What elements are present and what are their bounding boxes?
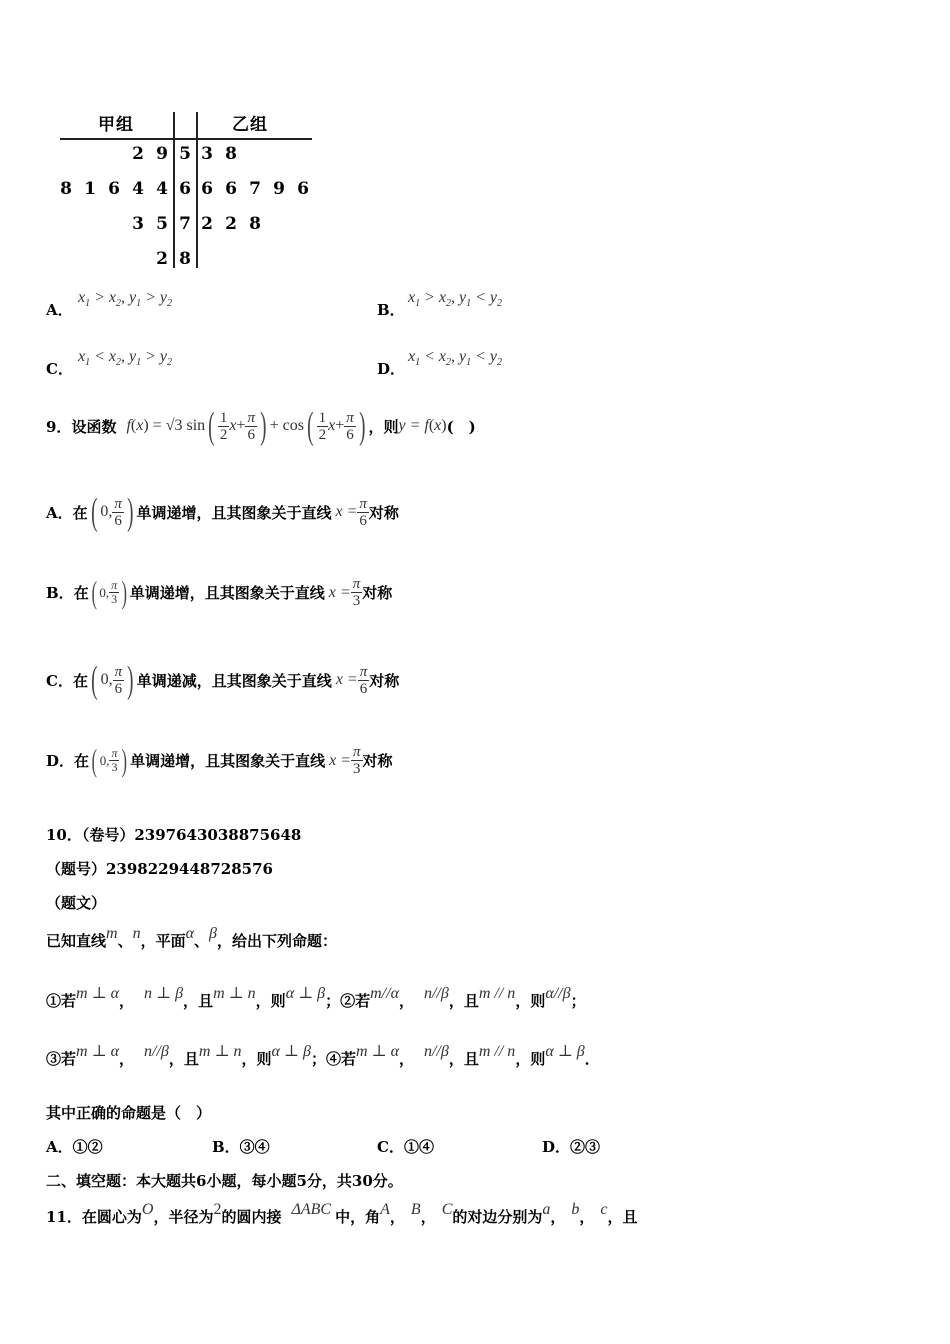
q10-prop2-m-par-n: m // n xyxy=(478,985,516,1002)
q9-prefix: 设函数 xyxy=(71,417,117,436)
leaf-right: 3 xyxy=(201,144,213,164)
q10-prop3-comma: ， xyxy=(119,1050,135,1068)
q11-angle-a: A xyxy=(380,1201,390,1218)
q9-option-d: D． 在 ( 0, $\frac{\pi}{3}$ ) 单调递增，且其图象关于直线 x = $\frac{\pi}{3}$ 对称 xyxy=(46,742,393,778)
q8-option-b-label: B． xyxy=(377,301,405,319)
q11-t1: 在圆心为 xyxy=(81,1208,142,1226)
q10-prop4-n-par-beta: n//β xyxy=(423,1043,449,1060)
q11-sep-3: ， xyxy=(550,1208,566,1226)
q10-line-m: m xyxy=(106,925,118,942)
stem-value: 5 xyxy=(179,144,191,164)
q9-option-b-x: x = xyxy=(328,583,351,601)
leaf-left: 8 xyxy=(60,179,72,199)
q10-prop4-qie: ，且 xyxy=(448,1050,479,1068)
q9-option-a-zai: 在 xyxy=(72,503,88,522)
q11-sep-1: ， xyxy=(389,1208,405,1226)
q11-t6: ，且 xyxy=(607,1208,638,1226)
q9-frac-half-2: $\frac{1}{2}$ xyxy=(318,409,327,443)
q10-prop2-comma: ， xyxy=(398,992,414,1010)
q8-option-c-label: C． xyxy=(46,360,73,378)
q10-dun-1: 、 xyxy=(117,932,133,950)
q10-tiwen: （题文） xyxy=(46,894,107,912)
q9-option-c-duichen: 对称 xyxy=(369,671,400,690)
q11-center-o: O xyxy=(141,1201,154,1218)
q9-option-c-x: x = xyxy=(335,671,358,688)
q10-given xyxy=(46,925,338,951)
q10-prop2-semi: ； xyxy=(570,992,586,1010)
q10-given-suffix: ，给出下列命题： xyxy=(217,932,338,950)
q10-prop2-n-par-beta: n//β xyxy=(423,985,449,1002)
q9-option-c-zai: 在 xyxy=(72,671,88,690)
q9-option-a: A． 在 ( 0, $\frac{\pi}{6}$ ) 单调递增，且其图象关于直线 x = $\frac{\pi}{6}$ 对称 xyxy=(46,491,399,533)
q10-props-3-4 xyxy=(46,1043,600,1069)
q10-prop4-m-par-n: m // n xyxy=(478,1043,516,1060)
q10-prop4-ze: ，则 xyxy=(515,1050,546,1068)
q9-paren: ( ) xyxy=(446,417,476,436)
q10-prop1-ze: ，则 xyxy=(255,992,286,1010)
q9-then: ，则 xyxy=(368,417,399,436)
q11-triangle: ΔABC xyxy=(291,1201,332,1218)
q9-function: f(x) = √3 sin xyxy=(126,417,206,434)
leaf-left: 5 xyxy=(156,214,168,234)
stem-value: 8 xyxy=(179,249,191,269)
q9-option-b-label: B． xyxy=(46,584,74,602)
q10-dun-2: 、 xyxy=(194,932,210,950)
q10-line-n: n xyxy=(132,925,141,942)
leaf-right: 9 xyxy=(273,179,285,199)
q10-option-b: B．③④ xyxy=(212,1138,270,1156)
q9-option-d-label: D． xyxy=(46,752,75,770)
q11-side-a: a xyxy=(542,1201,551,1218)
q10-prop2-ze: ，则 xyxy=(515,992,546,1010)
q11-t4: 中，角 xyxy=(335,1208,381,1226)
q9-option-a-x: x = xyxy=(335,503,358,520)
q9-option-a-text: 单调递增，且其图象关于直线 xyxy=(136,503,332,522)
section-2-heading: 二、填空题：本大题共6小题，每小题5分，共30分。 xyxy=(46,1172,403,1190)
q9-option-c-text: 单调递减，且其图象关于直线 xyxy=(136,671,332,690)
q9-option-c-label: C． xyxy=(46,671,73,690)
q10-prop3-m-perp-n: m ⊥ n xyxy=(198,1043,242,1060)
q9-option-c: C． 在 ( 0, $\frac{\pi}{6}$ ) 单调递减，且其图象关于直线 x = $\frac{\pi}{6}$ 对称 xyxy=(46,659,400,701)
q10-prop2-m-par-alpha: m//α xyxy=(370,985,399,1002)
q10-option-d: D．②③ xyxy=(542,1138,601,1156)
q9-option-d-text: 单调递增，且其图象关于直线 xyxy=(130,752,326,770)
q10-ask: 其中正确的命题是（ ） xyxy=(46,1104,212,1122)
leaf-right: 2 xyxy=(225,214,237,234)
q10-option-a: A．①② xyxy=(46,1138,103,1156)
q10-plane-alpha: α xyxy=(185,925,195,942)
q10-prop1-m-perp-alpha: m ⊥ α xyxy=(76,985,120,1002)
q10-given-prefix: 已知直线 xyxy=(46,932,107,950)
q11-sep-2: ， xyxy=(420,1208,436,1226)
leaf-left: 3 xyxy=(132,214,144,234)
q8-option-a-label: A． xyxy=(46,301,73,319)
q10-prop4-alpha-perp-beta: α ⊥ β xyxy=(545,1043,585,1060)
q10-tihao: （题号）2398229448728576 xyxy=(46,860,273,878)
q10-prop2-qie: ，且 xyxy=(448,992,479,1010)
q9-option-d-x: x = xyxy=(329,751,352,769)
q10-prop1-m-perp-n: m ⊥ n xyxy=(213,985,256,1002)
q9-option-b: B． 在 ( 0, $\frac{\pi}{3}$ ) 单调递增，且其图象关于直线 x = $\frac{\pi}{3}$ 对称 xyxy=(46,574,393,610)
stem-value: 6 xyxy=(179,179,191,199)
q10-prop1-ruo: ①若 xyxy=(46,992,77,1010)
leaf-right: 6 xyxy=(297,179,309,199)
q11-sep-4: ， xyxy=(579,1208,595,1226)
leaf-right: 6 xyxy=(225,179,237,199)
q11-side-c: c xyxy=(600,1201,608,1218)
q9-number: 9． xyxy=(46,417,72,436)
leaf-right: 8 xyxy=(249,214,261,234)
q11-number: 11． xyxy=(46,1208,82,1226)
leaf-right: 7 xyxy=(249,179,261,199)
header-divider xyxy=(60,138,312,140)
q11-radius: 2 xyxy=(213,1201,222,1218)
q9-option-a-duichen: 对称 xyxy=(368,503,399,522)
q10-prop4-period: ． xyxy=(584,1050,600,1068)
q11-t3: 的圆内接 xyxy=(221,1208,282,1226)
q10-prop1-n-perp-beta: n ⊥ β xyxy=(144,985,184,1002)
q10-prop1-alpha-perp-beta: α ⊥ β xyxy=(285,985,326,1002)
q8-option-b-expr: $x_1 > x_2$, $y_1 < y_2$ xyxy=(408,289,503,310)
leaf-left: 4 xyxy=(132,179,144,199)
leaf-left: 2 xyxy=(156,249,168,269)
q10-plane: ，平面 xyxy=(140,932,186,950)
q11-side-b: b xyxy=(571,1201,580,1218)
q10-plane-beta: β xyxy=(209,925,217,942)
q10-prop3-n-par-beta: n//β xyxy=(144,1043,169,1060)
q10-props-1-2 xyxy=(46,985,586,1011)
q10-prop3-ruo: ③若 xyxy=(46,1050,77,1068)
q10-prop3-ze: ，则 xyxy=(241,1050,272,1068)
q10-juanhao: 10．（卷号）2397643038875648 xyxy=(46,826,302,844)
q9-option-d-zai: 在 xyxy=(74,752,90,770)
leaf-right: 2 xyxy=(201,214,213,234)
q10-prop3-m-perp-alpha: m ⊥ α xyxy=(76,1043,120,1060)
q10-prop3-qie: ，且 xyxy=(168,1050,199,1068)
q10-prop4-ruo: ；④若 xyxy=(310,1050,356,1068)
leaf-left: 1 xyxy=(84,179,96,199)
leaf-left: 9 xyxy=(156,144,168,164)
stem-leaf-plot xyxy=(60,100,315,270)
q8-option-c-expr: $x_1 < x_2$, $y_1 > y_2$ xyxy=(78,348,173,369)
q10-prop2-alpha-par-beta: α//β xyxy=(545,985,571,1002)
q10-prop2-ruo: ；②若 xyxy=(325,992,371,1010)
stem-value: 7 xyxy=(179,214,191,234)
q8-option-d-expr: $x_1 < x_2$, $y_1 < y_2$ xyxy=(408,348,503,369)
q9-option-d-duichen: 对称 xyxy=(362,752,393,770)
leaf-right: 8 xyxy=(225,144,237,164)
q9-stem: 9． 设函数 f(x) = √3 sin ( $\frac{1}{2}$ x + $\frac{\pi}{6}$ ) + cos ( $\frac{1}{2}$ x + $\frac{\pi}{6}$ ) ，则 y = f(x) ( ) xyxy=(46,405,476,447)
q10-prop4-comma: ， xyxy=(398,1050,414,1068)
q9-option-b-zai: 在 xyxy=(73,584,89,602)
q9-option-b-duichen: 对称 xyxy=(362,584,393,602)
q10-prop3-alpha-perp-beta: α ⊥ β xyxy=(271,1043,311,1060)
q10-prop1-qie: ，且 xyxy=(183,992,214,1010)
header-group-jia: 甲组 xyxy=(98,115,134,135)
q11-angle-b: B xyxy=(410,1201,421,1218)
q9-frac-half-1: $\frac{1}{2}$ xyxy=(219,409,228,443)
q8-option-a-expr: $x_1 > x_2$, $y_1 > y_2$ xyxy=(78,289,173,310)
q9-option-b-text: 单调递增，且其图象关于直线 xyxy=(129,584,325,602)
leaf-left: 4 xyxy=(156,179,168,199)
q9-y-expr: y = f(x) xyxy=(398,417,447,434)
q9-option-a-label: A． xyxy=(46,503,73,522)
header-group-yi: 乙组 xyxy=(232,115,268,135)
q11-t5: 的对边分别为 xyxy=(452,1208,543,1226)
leaf-right: 6 xyxy=(201,179,213,199)
q8-option-d-label: D． xyxy=(377,360,406,378)
leaf-left: 2 xyxy=(132,144,144,164)
leaf-left: 6 xyxy=(108,179,120,199)
q11-angle-c: C xyxy=(441,1201,453,1218)
q11-stem xyxy=(46,1201,638,1227)
q10-prop4-m-perp-alpha: m ⊥ α xyxy=(355,1043,399,1060)
q10-option-c: C．①④ xyxy=(377,1138,434,1156)
q10-prop1-comma: ， xyxy=(119,992,135,1010)
q11-t2: ，半径为 xyxy=(153,1208,214,1226)
